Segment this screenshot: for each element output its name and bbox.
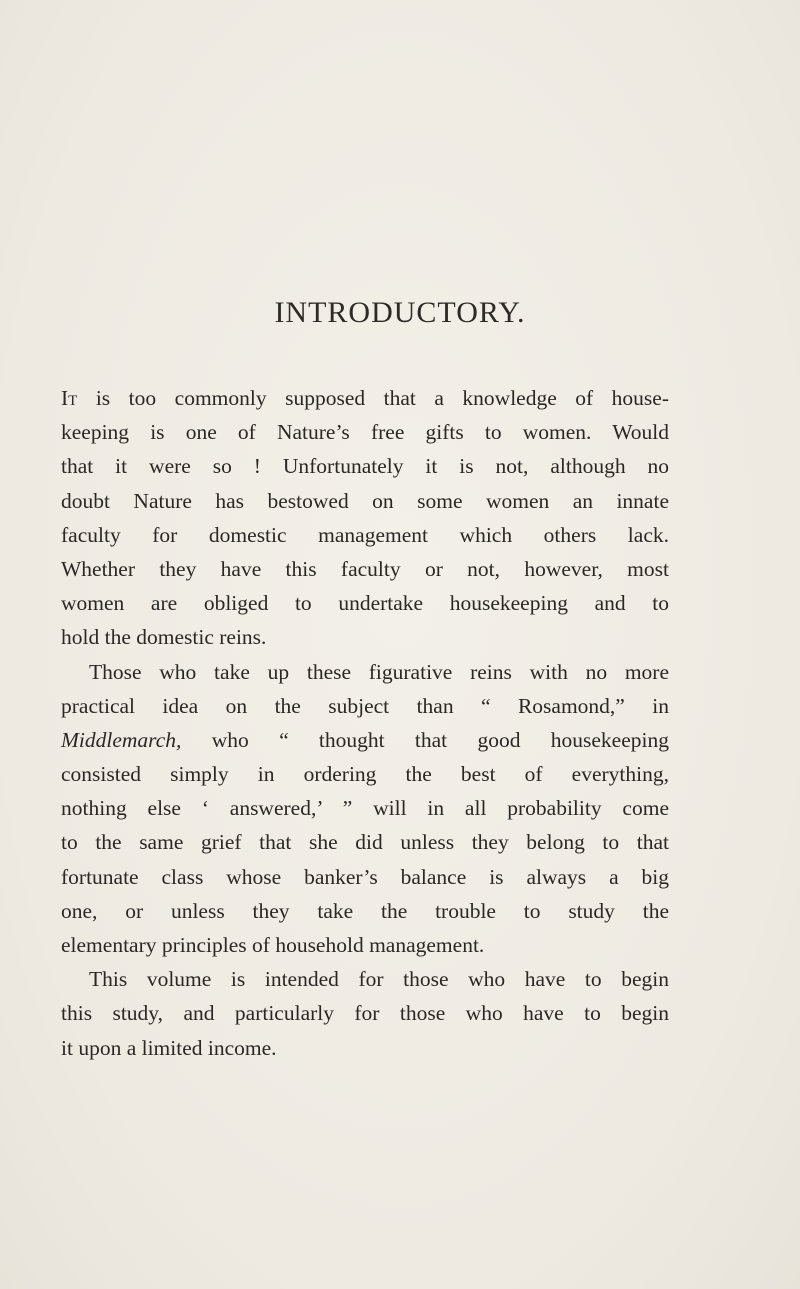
text-line: it upon a limited income. (61, 1035, 277, 1060)
text-line: to the same grief that she did unless they belong to that (61, 830, 669, 855)
text-line: faculty for domestic management which others lack. (61, 522, 669, 547)
text-line: elementary principles of household management. (61, 933, 485, 957)
text-line: consisted simply in ordering the best of everything, (61, 762, 669, 787)
body-text (61, 381, 669, 1065)
text-line: practical idea on the subject than “ Rosamond,” in (61, 693, 669, 718)
text-line: that it were so ! Unfortunately it is not, although no (61, 454, 669, 479)
text-line: one, or unless they take the trouble to study the (61, 898, 669, 923)
text-line: fortunate class whose banker’s balance is always a big (61, 864, 669, 889)
text-line: It is too commonly supposed that a knowledge of house- (61, 386, 669, 410)
text-line: women are obliged to undertake housekeeping and to (61, 591, 669, 616)
lead-word: It (61, 386, 78, 410)
text-line: hold the domestic reins. (61, 625, 267, 650)
text-line: Whether they have this faculty or not, however, most (61, 556, 669, 581)
book-title: Middlemarch, (61, 727, 182, 752)
text-line: nothing else ‘ answered,’ ” will in all probability come (61, 796, 669, 821)
text-line: keeping is one of Nature’s free gifts to women. Would (61, 420, 669, 445)
text-line: doubt Nature has bestowed on some women an innate (61, 488, 669, 513)
text-line: Those who take up these figurative reins with no more (89, 659, 669, 684)
text-line: This volume is intended for those who have to begin (89, 967, 669, 992)
text-line: this study, and particularly for those who have to begin (61, 1001, 669, 1026)
text-line: Middlemarch, who “ thought that good housekeeping (61, 727, 669, 752)
chapter-heading: INTRODUCTORY. (274, 296, 526, 329)
